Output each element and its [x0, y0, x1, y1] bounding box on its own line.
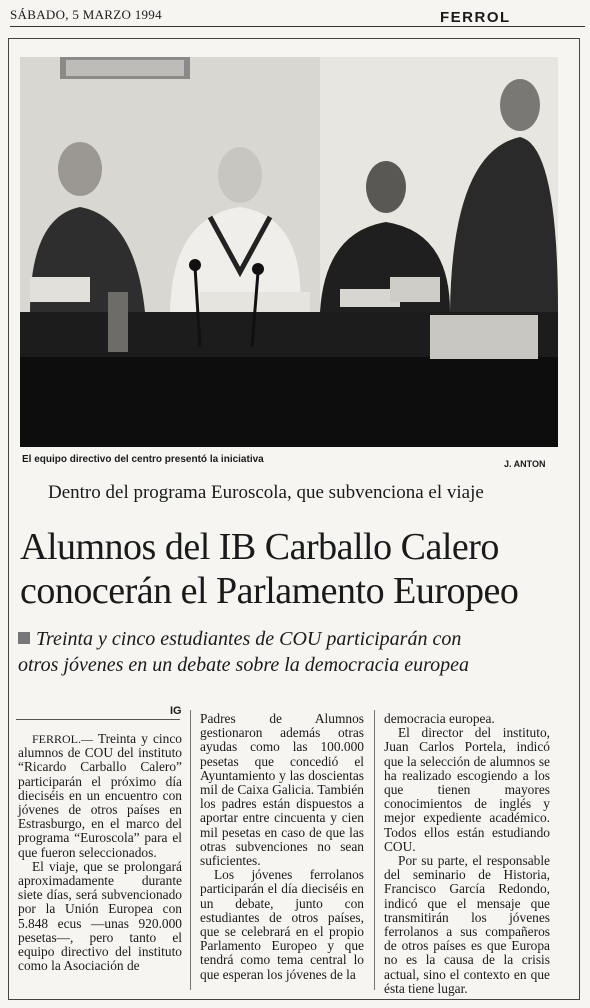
photo-credit: J. ANTON: [504, 459, 546, 469]
issue-date: SÁBADO, 5 MARZO 1994: [10, 7, 162, 22]
paragraph: Padres de Alumnos gestionaron además otras ayudas como las 100.000 pesetas que concedió el Ayuntamiento y las doscientas mil de Caixa Galicia. También los padres están dispuestos a aportar entre cincuenta y cien mil pesetas en caso de que las otras subvenciones no sean suficientes.: [200, 711, 364, 869]
header-rule: [10, 26, 585, 27]
article-headline: [20, 525, 518, 613]
paragraph: El director del instituto, Juan Carlos Portela, indicó que la selección de alumnos se ha realizado escogiendo a los que tienen mayores conocimientos de inglés y mejor expediente académico. Todos ellos están estudiando COU.: [384, 725, 550, 854]
paragraph: democracia europea.: [384, 711, 495, 726]
press-photo: [20, 57, 558, 447]
article-subhead: [18, 626, 578, 678]
headline-line-2: conocerán el Parlamento Europeo: [20, 570, 519, 612]
article-column-3: [384, 712, 550, 996]
subhead-line-1: Treinta y cinco estudiantes de COU participarán con: [36, 628, 462, 650]
paragraph: El viaje, que se prolongará aproximadamente durante siete días, será subvencionado por la Unión Europea con 5.848 ecus —unas 920.000 pesetas—, pero tanto el equipo directivo del instituto como la Asociación de: [18, 858, 182, 974]
paragraph: Por su parte, el responsable del seminario de Historia, Francisco García Redondo, indicó que el mensaje que transmitirán los jóvenes ferrolanos a sus compañeros de otros países es que Europa no es la causa de la crisis actual, sino el contexto en que ésta tiene lugar.: [384, 853, 550, 996]
column-divider: [190, 710, 191, 990]
article-column-1: [18, 732, 182, 973]
byline: IG: [170, 705, 182, 717]
subhead-line-2: otros jóvenes en un debate sobre la democracia europea: [18, 654, 470, 676]
column-divider: [374, 710, 375, 990]
paragraph: Treinta y cinco alumnos de COU del instituto “Ricardo Carballo Calero” participarán el próximo día dieciséis en un encuentro con jóvenes de otros países en Estrasburgo, en el marco del programa “Euroscola” para el que fueron seleccionados.: [18, 731, 182, 860]
square-bullet-icon: [18, 632, 30, 644]
article-kicker: Dentro del programa Euroscola, que subvenciona el viaje: [48, 482, 484, 503]
section-title: FERROL: [440, 9, 511, 26]
article-column-2: [200, 712, 364, 982]
paragraph: Los jóvenes ferrolanos participarán el día dieciséis en un debate, junto con estudiantes de otros países, que se celebrará en el propio Parlamento Europeo y que tendrá como tema central lo que esperan los jóvenes de la: [200, 867, 364, 982]
headline-line-1: Alumnos del IB Carballo Calero: [20, 526, 499, 568]
dateline: FERROL.—: [32, 732, 94, 746]
byline-rule: [16, 719, 180, 720]
photo-caption: El equipo directivo del centro presentó la iniciativa: [22, 454, 264, 465]
